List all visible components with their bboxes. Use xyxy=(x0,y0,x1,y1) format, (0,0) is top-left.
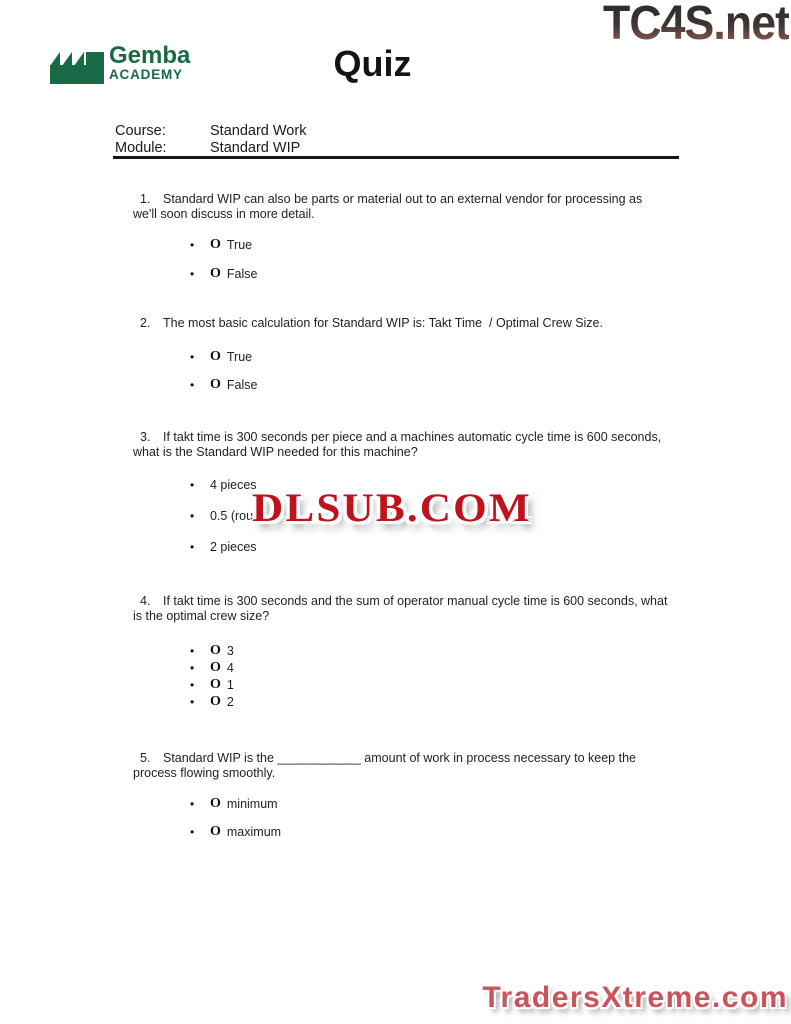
radio-marker: O xyxy=(210,377,221,392)
tradersxtreme-watermark: TradersXtreme.com xyxy=(482,981,788,1014)
question-text-content: The most basic calculation for Standard WIP is: Takt Time / Optimal Crew Size. xyxy=(163,316,603,330)
quiz-option xyxy=(133,643,713,659)
question-number: 3. xyxy=(140,430,151,444)
header-divider-line xyxy=(113,156,679,159)
quiz-option xyxy=(133,824,713,840)
quiz-option xyxy=(133,677,713,693)
option-label: maximum xyxy=(226,825,282,839)
option-label: True xyxy=(226,238,253,252)
brand-subtitle: ACADEMY xyxy=(109,67,183,82)
option-label: minimum xyxy=(226,797,278,811)
question-text-line xyxy=(133,594,713,609)
quiz-option xyxy=(133,377,713,393)
bullet-icon: • xyxy=(190,267,195,281)
bullet-icon: • xyxy=(190,797,195,811)
radio-marker: O xyxy=(210,677,221,692)
radio-marker: O xyxy=(210,694,221,709)
option-group xyxy=(133,349,713,393)
bullet-icon: • xyxy=(190,238,195,252)
question-text-line xyxy=(133,192,713,207)
question-number: 2. xyxy=(140,316,151,330)
module-value: Standard WIP xyxy=(210,140,301,156)
bullet-icon: • xyxy=(190,825,195,839)
question-block xyxy=(133,594,713,711)
course-row xyxy=(115,123,306,140)
bullet-icon: • xyxy=(190,644,195,658)
question-text-content: If takt time is 300 seconds and the sum of operator manual cycle time is 600 seconds, what xyxy=(163,594,668,608)
quiz-option xyxy=(133,796,713,812)
question-number: 5. xyxy=(140,751,151,765)
option-label: 2 xyxy=(226,695,234,709)
tc4s-watermark: TC4S.net xyxy=(602,0,789,50)
quiz-option xyxy=(133,349,713,365)
option-group xyxy=(133,643,713,710)
quiz-option xyxy=(133,660,713,676)
bullet-icon: • xyxy=(190,695,195,709)
radio-marker: O xyxy=(210,796,221,811)
radio-marker: O xyxy=(210,237,221,252)
course-label: Course: xyxy=(115,123,166,139)
option-label: False xyxy=(226,378,258,392)
radio-marker: O xyxy=(210,266,221,281)
question-text xyxy=(133,594,713,624)
radio-marker: O xyxy=(210,643,221,658)
question-text xyxy=(133,316,713,331)
module-label: Module: xyxy=(115,140,167,156)
question-block xyxy=(133,751,713,852)
option-group xyxy=(133,796,713,840)
option-label: 1 xyxy=(226,678,234,692)
quiz-option xyxy=(133,237,713,253)
quiz-option xyxy=(133,266,713,282)
quiz-option xyxy=(133,539,713,555)
radio-marker: O xyxy=(210,824,221,839)
question-number: 4. xyxy=(140,594,151,608)
bullet-icon: • xyxy=(190,378,195,392)
bullet-icon: • xyxy=(190,509,195,523)
module-row xyxy=(115,140,306,157)
question-number: 1. xyxy=(140,192,151,206)
page-title: Quiz xyxy=(333,43,412,84)
question-text-content: Standard WIP is the ____________ amount of work in process necessary to keep the xyxy=(163,751,636,765)
question-text xyxy=(133,430,713,460)
brand-name: Gemba xyxy=(109,42,191,69)
question-block xyxy=(133,316,713,405)
question-text-content: Standard WIP can also be parts or material out to an external vendor for processing as xyxy=(163,192,643,206)
option-label: True xyxy=(226,350,253,364)
question-text-line: we'll soon discuss in more detail. xyxy=(133,207,315,221)
question-text-content: If takt time is 300 seconds per piece and a machines automatic cycle time is 600 seconds, xyxy=(163,430,662,444)
question-text-line: what is the Standard WIP needed for this machine? xyxy=(133,445,418,459)
option-label: 0.5 (rour xyxy=(210,509,258,523)
bullet-icon: • xyxy=(190,661,195,675)
quiz-option xyxy=(133,694,713,710)
bullet-icon: • xyxy=(190,350,195,364)
course-value: Standard Work xyxy=(210,123,307,139)
option-group xyxy=(133,237,713,282)
radio-marker: O xyxy=(210,660,221,675)
question-text-line: process flowing smoothly. xyxy=(133,766,276,780)
option-label: False xyxy=(226,267,258,281)
question-text-line xyxy=(133,430,713,445)
option-label: 3 xyxy=(226,644,234,658)
bullet-icon: • xyxy=(190,540,195,554)
question-text-line: is the optimal crew size? xyxy=(133,609,270,623)
option-label: 2 pieces xyxy=(210,540,257,554)
bullet-icon: • xyxy=(190,678,195,692)
course-meta xyxy=(115,123,306,157)
bullet-icon: • xyxy=(190,478,195,492)
radio-marker: O xyxy=(210,349,221,364)
dlsub-watermark: DLSUB.COM xyxy=(252,485,532,530)
option-label: 4 pieces xyxy=(210,478,257,492)
question-block xyxy=(133,192,713,295)
question-text-line xyxy=(133,316,713,331)
option-label: 4 xyxy=(226,661,234,675)
question-text xyxy=(133,192,713,222)
question-text-line xyxy=(133,751,713,766)
question-text xyxy=(133,751,713,781)
